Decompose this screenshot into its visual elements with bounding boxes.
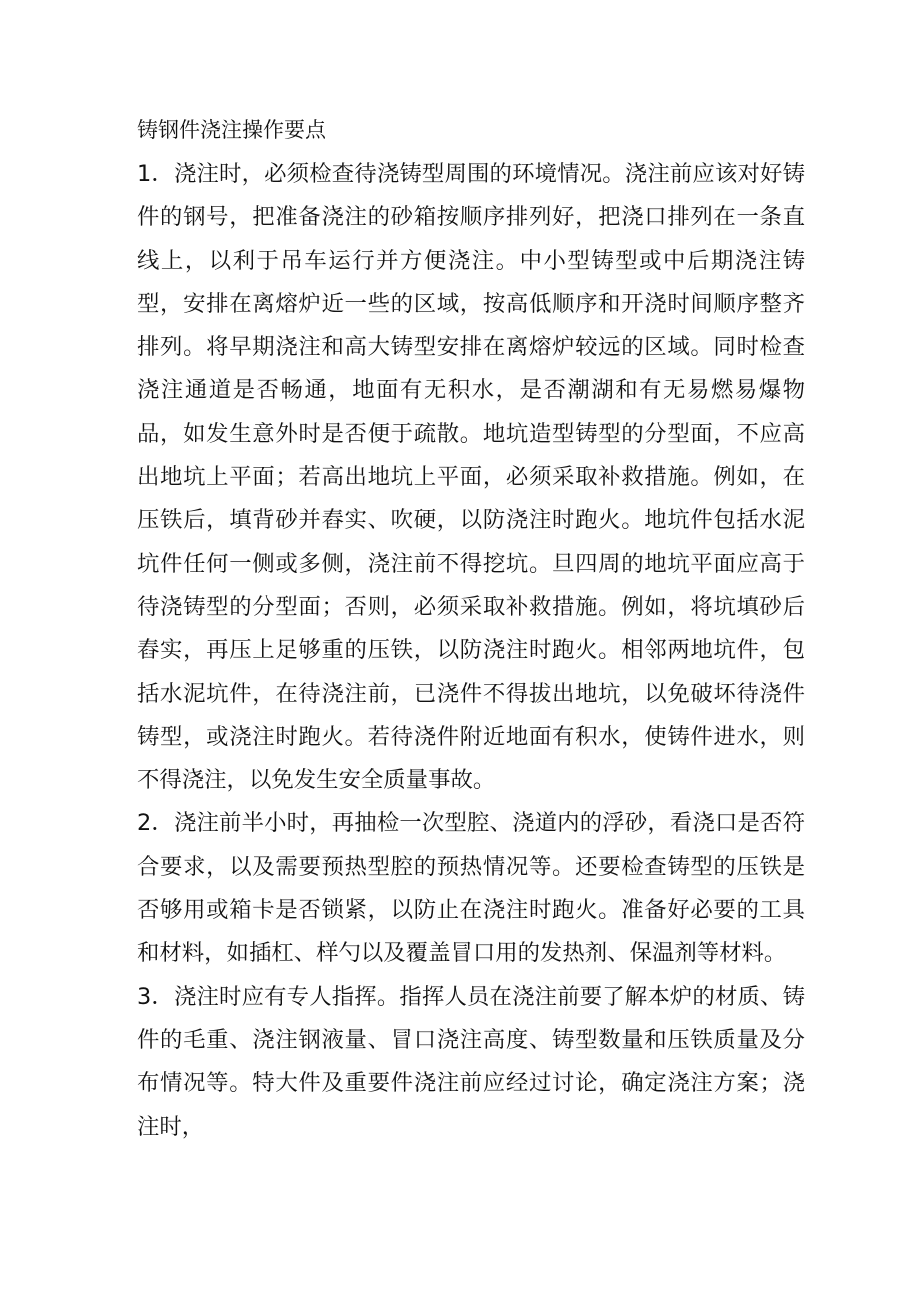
paragraph-3: 3．浇注时应有专人指挥。指挥人员在浇注前要了解本炉的材质、铸件的毛重、浇注钢液量、冒口浇注高度、铸型数量和压铁质量及分布情况等。特大件及重要件浇注前应经过讨论，确定浇注方案；浇注时，: [137, 983, 805, 1140]
paragraph-1: 1．浇注时，必须检查待浇铸型周围的环境情况。浇注前应该对好铸件的钢号，把准备浇注的砂箱按顺序排列好，把浇口排列在一条直线上，以利于吊车运行并方便浇注。中小型铸型或中后期浇注铸型，安排在离熔炉近一些的区域，按高低顺序和开浇时间顺序整齐排列。将早期浇注和高大铸型安排在离熔炉较远的区域。同时检查浇注通道是否畅通，地面有无积水，是否潮湖和有无易燃易爆物品，如发生意外时是否便于疏散。地坑造型铸型的分型面，不应高出地坑上平面；若高出地坑上平面，必须采取补救措施。例如，在压铁后，填背砂并舂实、吹硬，以防浇注时跑火。地坑件包括水泥坑件任何一侧或多侧，浇注前不得挖坑。旦四周的地坑平面应高于待浇铸型的分型面；否则，必须采取补救措施。例如，将坑填砂后舂实，再压上足够重的压铁，以防浇注时跑火。相邻两地坑件，包括水泥坑件，在待浇注前，已浇件不得拔出地坑，以免破坏待浇件铸型，或浇注时跑火。若待浇件附近地面有积水，使铸件进水，则不得浇注，以免发生安全质量事故。: [137, 161, 805, 794]
paragraph-2: 2．浇注前半小时，再抽检一次型腔、浇道内的浮砂，看浇口是否符合要求，以及需要预热型腔的预热情况等。还要检查铸型的压铁是否够用或箱卡是否锁紧，以防止在浇注时跑火。准备好必要的工具和材料，如插杠、样勺以及覆盖冒口用的发热剂、保温剂等材料。: [137, 810, 805, 967]
document-page: [137, 112, 805, 1149]
document-title: 铸钢件浇注操作要点: [137, 118, 326, 142]
